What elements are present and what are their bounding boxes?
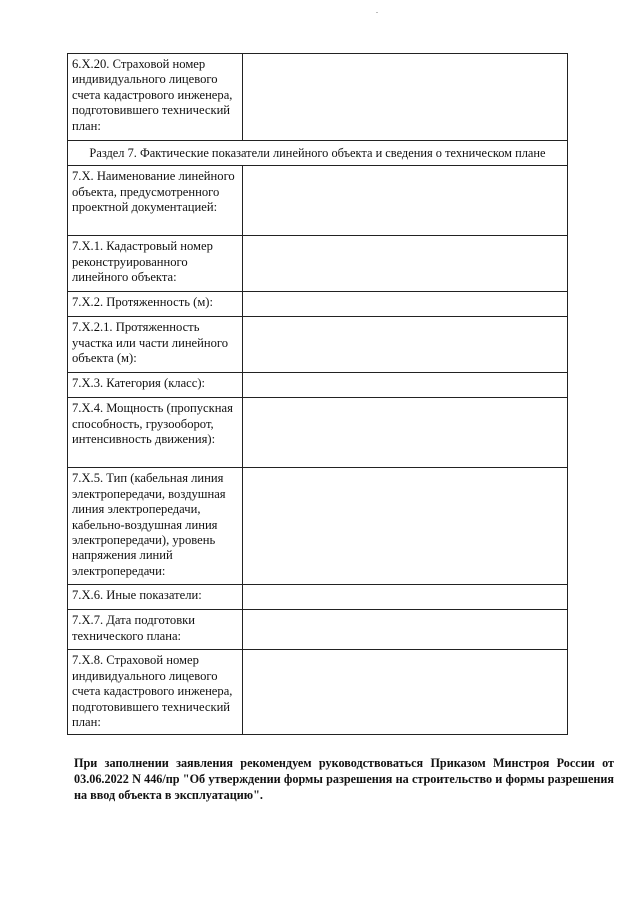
field-value-6-x-20[interactable] — [243, 54, 568, 141]
table-row — [68, 650, 568, 735]
field-value-7-x-2-1[interactable] — [243, 317, 568, 373]
scan-speck — [376, 12, 378, 13]
field-label-7-x-7: 7.Х.7. Дата подготовки технического плана: — [68, 610, 243, 650]
field-label-7-x-4: 7.Х.4. Мощность (пропускная способность, грузооборот, интенсивность движения): — [68, 398, 243, 468]
field-label-7-x-8: 7.Х.8. Страховой номер индивидуального лицевого счета кадастрового инженера, подготовившего технический план: — [68, 650, 243, 735]
table-row — [68, 166, 568, 236]
field-value-7-x-6[interactable] — [243, 585, 568, 610]
field-label-7-x-5: 7.Х.5. Тип (кабельная линия электропередачи, воздушная линия электропередачи, кабельно-воздушная линия электропередачи), уровень напряжения линий электропередачи: — [68, 468, 243, 585]
field-label-7-x-2-1: 7.Х.2.1. Протяженность участка или части линейного объекта (м): — [68, 317, 243, 373]
field-value-7-x-7[interactable] — [243, 610, 568, 650]
table-row — [68, 398, 568, 468]
field-label-6-x-20: 6.Х.20. Страховой номер индивидуального лицевого счета кадастрового инженера, подготовившего технический план: — [68, 54, 243, 141]
form-table — [67, 53, 568, 735]
table-row — [68, 468, 568, 585]
field-label-7-x-2: 7.Х.2. Протяженность (м): — [68, 292, 243, 317]
field-value-7-x[interactable] — [243, 166, 568, 236]
section-header-row — [68, 141, 568, 166]
footnote-recommendation: При заполнении заявления рекомендуем руководствоваться Приказом Минстроя России от 03.06.2022 N 446/пр "Об утверждении формы разрешения на строительство и формы разрешения на ввод объекта в эксплуатацию". — [74, 756, 614, 803]
table-row — [68, 292, 568, 317]
field-label-7-x-6: 7.Х.6. Иные показатели: — [68, 585, 243, 610]
field-value-7-x-2[interactable] — [243, 292, 568, 317]
field-label-7-x: 7.Х. Наименование линейного объекта, предусмотренного проектной документацией: — [68, 166, 243, 236]
field-label-7-x-1: 7.Х.1. Кадастровый номер реконструированного линейного объекта: — [68, 236, 243, 292]
table-row — [68, 317, 568, 373]
table-row — [68, 373, 568, 398]
section-7-title: Раздел 7. Фактические показатели линейного объекта и сведения о техническом плане — [68, 141, 568, 166]
field-value-7-x-8[interactable] — [243, 650, 568, 735]
field-value-7-x-4[interactable] — [243, 398, 568, 468]
table-row — [68, 610, 568, 650]
field-value-7-x-5[interactable] — [243, 468, 568, 585]
field-value-7-x-1[interactable] — [243, 236, 568, 292]
table-row — [68, 54, 568, 141]
table-row — [68, 236, 568, 292]
field-value-7-x-3[interactable] — [243, 373, 568, 398]
table-row — [68, 585, 568, 610]
field-label-7-x-3: 7.Х.3. Категория (класс): — [68, 373, 243, 398]
